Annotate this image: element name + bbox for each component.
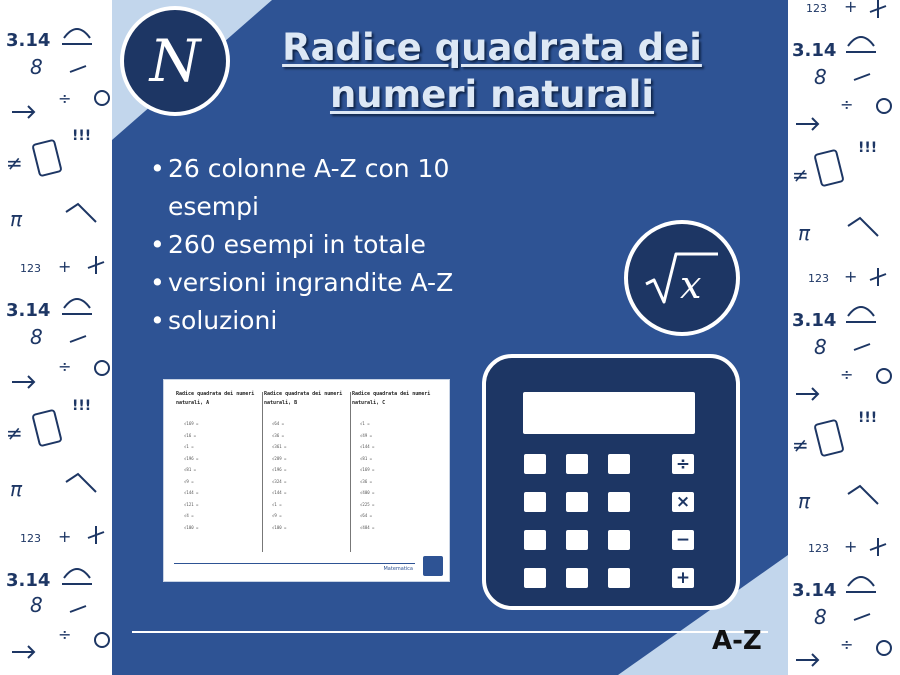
worksheet-column-title: Radice quadrata dei numeri naturali, B: [264, 391, 343, 406]
svg-text:π: π: [10, 477, 23, 501]
worksheet-exercise: √1 =: [360, 421, 370, 426]
svg-text:8: 8: [814, 65, 827, 89]
worksheet-preview: [163, 379, 450, 582]
svg-text:≠: ≠: [792, 163, 809, 187]
az-label: A-Z: [712, 626, 762, 656]
worksheet-divider: [350, 392, 351, 552]
worksheet-exercise: √1 =: [184, 444, 194, 449]
calculator-key: [566, 492, 588, 512]
worksheet-exercise: √64 =: [272, 421, 285, 426]
svg-text:!!!: !!!: [858, 410, 878, 426]
svg-text:≠: ≠: [6, 151, 23, 175]
worksheet-column: [352, 390, 434, 550]
worksheet-exercise: √196 =: [272, 467, 287, 472]
svg-text:+: +: [58, 257, 72, 276]
svg-text:3.14: 3.14: [6, 570, 51, 591]
worksheet-exercise: √169 =: [184, 421, 199, 426]
svg-text:+: +: [844, 0, 858, 16]
worksheet-exercise: √100 =: [184, 524, 199, 530]
sqrt-x-badge: [624, 220, 740, 336]
worksheet-exercise: √9 =: [272, 513, 282, 518]
worksheet-exercise: √400 =: [360, 490, 375, 495]
svg-text:+: +: [844, 537, 858, 556]
worksheet-exercise: √144 =: [360, 444, 375, 449]
svg-text:+: +: [844, 267, 858, 286]
feature-list: [150, 150, 480, 340]
calculator-key: [608, 492, 630, 512]
worksheet-exercise: √484 =: [360, 524, 375, 530]
worksheet-exercise: √324 =: [272, 478, 287, 484]
svg-text:÷: ÷: [58, 625, 72, 644]
plus-key-icon: +: [672, 568, 694, 588]
worksheet-exercise: √81 =: [360, 455, 373, 461]
worksheet-column-title: Radice quadrata dei numeri naturali, A: [176, 391, 255, 406]
svg-text:!!!: !!!: [858, 140, 878, 156]
worksheet-exercise: √36 =: [272, 432, 285, 438]
feature-item: • 260 esempi in totale: [150, 226, 480, 264]
svg-text:3.14: 3.14: [6, 300, 51, 321]
calculator-screen: [523, 392, 695, 434]
svg-text:8: 8: [30, 55, 43, 79]
worksheet-exercise: √49 =: [360, 432, 373, 438]
worksheet-exercise: √169 =: [360, 467, 375, 472]
worksheet-exercise: √36 =: [360, 478, 373, 484]
svg-text:3.14: 3.14: [792, 580, 837, 601]
calculator-key: [566, 454, 588, 474]
svg-text:123: 123: [808, 542, 829, 555]
svg-text:÷: ÷: [840, 365, 854, 384]
calculator-key: [524, 454, 546, 474]
calculator-key: [608, 568, 630, 588]
svg-text:÷: ÷: [840, 95, 854, 114]
multiply-key-icon: ×: [672, 492, 694, 512]
page-title: Radice quadrata dei numeri naturali: [282, 26, 702, 116]
worksheet-exercise: √16 =: [184, 432, 197, 438]
svg-text:8: 8: [814, 605, 827, 629]
svg-text:3.14: 3.14: [792, 310, 837, 331]
svg-text:π: π: [798, 221, 811, 245]
worksheet-exercise: √361 =: [272, 444, 287, 449]
letter-badge: [120, 6, 230, 116]
feature-item: • versioni ingrandite A-Z: [150, 264, 480, 302]
calculator-key: [566, 530, 588, 550]
worksheet-exercise: √1 =: [272, 501, 282, 507]
svg-text:x: x: [680, 263, 702, 307]
worksheet-exercise: √100 =: [272, 524, 287, 530]
feature-item: • 26 colonne A-Z con 10 esempi: [150, 150, 480, 226]
worksheet-column: [264, 390, 346, 550]
calculator-key: [524, 568, 546, 588]
calculator-key: [608, 454, 630, 474]
worksheet-column: [176, 390, 258, 550]
svg-text:÷: ÷: [58, 357, 72, 376]
divide-key-icon: ÷: [672, 454, 694, 474]
svg-text:8: 8: [30, 593, 43, 617]
math-doodle-pattern-right: [788, 0, 900, 675]
worksheet-divider: [262, 392, 263, 552]
worksheet-exercise: √144 =: [184, 490, 199, 495]
worksheet-exercise: √121 =: [184, 501, 199, 507]
svg-text:!!!: !!!: [72, 128, 92, 144]
worksheet-column-title: Radice quadrata dei numeri naturali, C: [352, 391, 431, 406]
svg-text:+: +: [58, 527, 72, 546]
calculator-key: [566, 568, 588, 588]
svg-text:123: 123: [806, 2, 827, 15]
worksheet-exercise: √81 =: [184, 467, 197, 472]
feature-item: • soluzioni: [150, 302, 480, 340]
svg-text:123: 123: [20, 532, 41, 545]
svg-text:÷: ÷: [840, 635, 854, 654]
sqrt-x-icon: [642, 248, 722, 308]
worksheet-exercise: √289 =: [272, 455, 287, 461]
worksheet-footer-label: Matematica: [383, 566, 413, 572]
calculator-icon: [482, 354, 740, 610]
svg-text:8: 8: [30, 325, 43, 349]
worksheet-exercise: √9 =: [184, 478, 194, 484]
svg-text:123: 123: [20, 262, 41, 275]
calculator-key: [524, 492, 546, 512]
svg-text:π: π: [10, 207, 23, 231]
minus-key-icon: −: [672, 530, 694, 550]
svg-text:8: 8: [814, 335, 827, 359]
math-doodle-pattern-left: [0, 0, 112, 675]
calculator-key: [524, 530, 546, 550]
calculator-key: [608, 530, 630, 550]
worksheet-footer-line: [174, 563, 415, 564]
worksheet-calculator-icon: [423, 556, 443, 576]
worksheet-exercise: √225 =: [360, 501, 375, 507]
bottom-divider: [132, 631, 768, 633]
svg-text:÷: ÷: [58, 89, 72, 108]
svg-text:≠: ≠: [6, 421, 23, 445]
worksheet-exercise: √64 =: [360, 513, 373, 518]
svg-text:3.14: 3.14: [792, 40, 837, 61]
worksheet-exercise: √144 =: [272, 490, 287, 495]
worksheet-exercise: √4 =: [184, 513, 194, 518]
svg-text:123: 123: [808, 272, 829, 285]
svg-text:≠: ≠: [792, 433, 809, 457]
svg-text:3.14: 3.14: [6, 30, 51, 51]
svg-text:!!!: !!!: [72, 398, 92, 414]
worksheet-exercise: √196 =: [184, 455, 199, 461]
main-panel: [112, 0, 788, 675]
svg-text:π: π: [798, 489, 811, 513]
letter-badge-text: N: [149, 27, 201, 95]
